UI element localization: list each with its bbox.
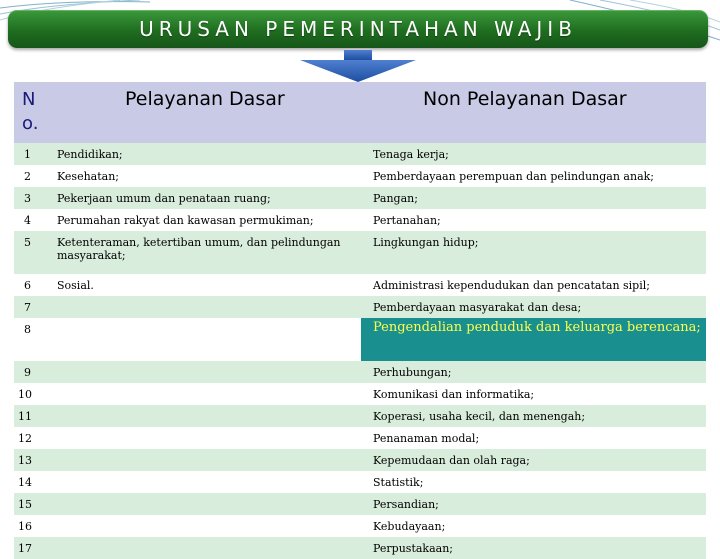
table-row <box>14 231 706 274</box>
down-arrow-icon <box>298 50 418 82</box>
row-number: 8 <box>14 318 51 361</box>
non-pelayanan-dasar-cell: Tenaga kerja; <box>361 143 706 165</box>
non-pelayanan-dasar-cell: Pemberdayaan perempuan dan pelindungan anak; <box>361 165 706 187</box>
table-row <box>14 537 706 559</box>
pelayanan-dasar-cell <box>51 471 361 493</box>
row-number: 13 <box>14 449 51 471</box>
urusan-table-container <box>14 82 706 559</box>
non-pelayanan-dasar-cell: Administrasi kependudukan dan pencatatan sipil; <box>361 274 706 296</box>
pelayanan-dasar-cell: Pekerjaan umum dan penataan ruang; <box>51 187 361 209</box>
title-banner <box>8 10 708 48</box>
table-row <box>14 427 706 449</box>
row-number: 5 <box>14 231 51 274</box>
pelayanan-dasar-cell <box>51 361 361 383</box>
pelayanan-dasar-cell <box>51 383 361 405</box>
row-number: 14 <box>14 471 51 493</box>
pelayanan-dasar-cell: Ketenteraman, ketertiban umum, dan pelindungan masyarakat; <box>51 231 361 274</box>
non-pelayanan-dasar-highlight-cell <box>361 318 706 361</box>
header-no-line1: N <box>22 89 36 110</box>
row-number: 9 <box>14 361 51 383</box>
row-number: 6 <box>14 274 51 296</box>
pelayanan-dasar-cell <box>51 449 361 471</box>
table-header-row <box>14 82 706 143</box>
table-row <box>14 405 706 427</box>
pelayanan-dasar-cell: Perumahan rakyat dan kawasan permukiman; <box>51 209 361 231</box>
pelayanan-dasar-cell: Sosial. <box>51 274 361 296</box>
row-number: 15 <box>14 493 51 515</box>
table-row <box>14 187 706 209</box>
highlight-text: Pengendalian penduduk dan keluarga berencana; <box>373 320 701 335</box>
header-no-line2: o. <box>22 113 39 134</box>
non-pelayanan-dasar-cell: Kebudayaan; <box>361 515 706 537</box>
non-pelayanan-dasar-cell: Koperasi, usaha kecil, dan menengah; <box>361 405 706 427</box>
header-non-pelayanan-dasar: Non Pelayanan Dasar <box>361 82 706 143</box>
non-pelayanan-dasar-cell: Kepemudaan dan olah raga; <box>361 449 706 471</box>
table-row <box>14 515 706 537</box>
row-number: 16 <box>14 515 51 537</box>
non-pelayanan-dasar-cell: Persandian; <box>361 493 706 515</box>
row-number: 7 <box>14 296 51 318</box>
non-pelayanan-dasar-cell: Perpustakaan; <box>361 537 706 559</box>
pelayanan-dasar-cell <box>51 296 361 318</box>
table-row <box>14 274 706 296</box>
non-pelayanan-dasar-cell: Perhubungan; <box>361 361 706 383</box>
pelayanan-dasar-cell <box>51 493 361 515</box>
header-no <box>14 82 51 143</box>
pelayanan-dasar-cell <box>51 405 361 427</box>
table-row <box>14 493 706 515</box>
pelayanan-dasar-cell: Pendidikan; <box>51 143 361 165</box>
table-row <box>14 449 706 471</box>
table-row <box>14 361 706 383</box>
row-number: 1 <box>14 143 51 165</box>
row-number: 11 <box>14 405 51 427</box>
row-number: 10 <box>14 383 51 405</box>
header-pelayanan-dasar: Pelayanan Dasar <box>51 82 361 143</box>
non-pelayanan-dasar-cell: Pangan; <box>361 187 706 209</box>
urusan-table <box>14 82 706 559</box>
row-number: 2 <box>14 165 51 187</box>
table-row <box>14 471 706 493</box>
pelayanan-dasar-cell: Kesehatan; <box>51 165 361 187</box>
non-pelayanan-dasar-cell: Komunikasi dan informatika; <box>361 383 706 405</box>
row-number: 17 <box>14 537 51 559</box>
pelayanan-dasar-cell <box>51 427 361 449</box>
page-title: URUSAN PEMERINTAHAN WAJIB <box>139 17 577 41</box>
row-number: 3 <box>14 187 51 209</box>
pelayanan-dasar-cell <box>51 318 361 361</box>
row-number: 4 <box>14 209 51 231</box>
table-row <box>14 209 706 231</box>
table-row <box>14 165 706 187</box>
table-row <box>14 296 706 318</box>
pelayanan-dasar-cell <box>51 537 361 559</box>
table-row <box>14 383 706 405</box>
non-pelayanan-dasar-cell: Lingkungan hidup; <box>361 231 706 274</box>
non-pelayanan-dasar-cell: Statistik; <box>361 471 706 493</box>
non-pelayanan-dasar-cell: Penanaman modal; <box>361 427 706 449</box>
pelayanan-dasar-cell <box>51 515 361 537</box>
row-number: 12 <box>14 427 51 449</box>
table-row <box>14 318 706 361</box>
non-pelayanan-dasar-cell: Pertanahan; <box>361 209 706 231</box>
table-row <box>14 143 706 165</box>
non-pelayanan-dasar-cell: Pemberdayaan masyarakat dan desa; <box>361 296 706 318</box>
